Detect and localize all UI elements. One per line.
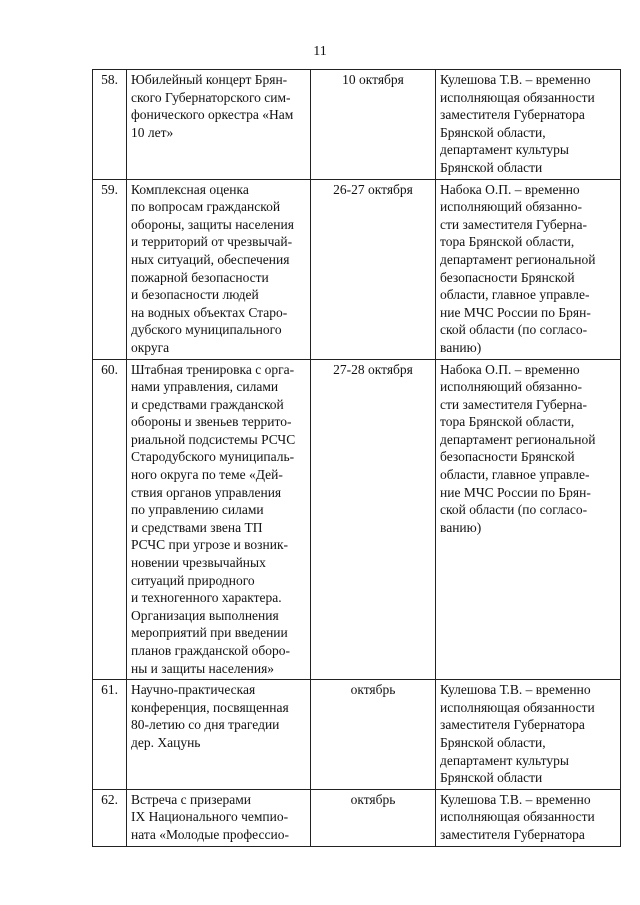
- responsible-line: заместителя Губернатора: [440, 717, 585, 733]
- event-line: 10 лет»: [131, 124, 174, 140]
- row-number: 61.: [93, 680, 127, 790]
- event-line: фонического оркестра «Нам: [131, 107, 294, 123]
- event-line: ных ситуаций, обеспечения: [131, 251, 290, 267]
- responsible-line: Набока О.П. – временно: [440, 361, 580, 377]
- date-cell: 26-27 октября: [311, 179, 436, 359]
- responsible-line: исполняющий обязанно-: [440, 199, 583, 215]
- table-row: [93, 680, 621, 790]
- event-line: Штабная тренировка с орга-: [131, 361, 295, 377]
- responsible-line: департамент культуры: [440, 752, 569, 768]
- row-number: 58.: [93, 70, 127, 180]
- event-line: ситуаций природного: [131, 572, 255, 588]
- event-cell: [127, 359, 311, 680]
- responsible-line: исполняющая обязанности: [440, 89, 595, 105]
- event-line: Комплексная оценка: [131, 181, 249, 197]
- responsible-line: Брянской области,: [440, 124, 546, 140]
- responsible-line: ние МЧС России по Брян-: [440, 304, 591, 320]
- event-line: ского Губернаторского сим-: [131, 89, 291, 105]
- responsible-line: заместителя Губернатора: [440, 826, 585, 842]
- responsible-line: области, главное управле-: [440, 467, 590, 483]
- event-line: планов гражданской оборо-: [131, 643, 290, 658]
- responsible-line: исполняющая обязанности: [440, 809, 595, 825]
- responsible-line: заместителя Губернатора: [440, 107, 585, 123]
- event-line: и территорий от чрезвычай-: [131, 234, 293, 250]
- event-line: дубского муниципального: [131, 322, 282, 338]
- event-line: нами управления, силами: [131, 379, 279, 395]
- event-line: пожарной безопасности: [131, 269, 269, 285]
- event-line: новении чрезвычайных: [131, 555, 266, 571]
- row-number: 62.: [93, 789, 127, 846]
- responsible-line: ние МЧС России по Брян-: [440, 484, 591, 500]
- date-cell: 10 октября: [311, 70, 436, 180]
- event-line: конференция, посвященная: [131, 699, 289, 715]
- event-line: и средствами звена ТП: [131, 519, 263, 535]
- date-cell: октябрь: [311, 789, 436, 846]
- responsible-line: Кулешова Т.В. – временно: [440, 72, 591, 87]
- event-line: по вопросам гражданской: [131, 199, 281, 215]
- event-cell: [127, 179, 311, 359]
- event-line: и техногенного характера.: [131, 590, 282, 606]
- event-cell: [127, 680, 311, 790]
- responsible-line: ской области (по согласо-: [440, 322, 588, 338]
- row-number: 59.: [93, 179, 127, 359]
- responsible-line: Брянской области: [440, 159, 543, 175]
- event-line: и средствами гражданской: [131, 396, 284, 412]
- responsible-line: исполняющий обязанно-: [440, 379, 583, 395]
- responsible-cell: [436, 179, 621, 359]
- responsible-line: безопасности Брянской: [440, 269, 575, 285]
- responsible-line: Набока О.П. – временно: [440, 181, 580, 197]
- responsible-cell: [436, 70, 621, 180]
- responsible-line: тора Брянской области,: [440, 234, 575, 250]
- responsible-line: департамент региональной: [440, 251, 596, 267]
- date-cell: октябрь: [311, 680, 436, 790]
- responsible-line: Брянской области,: [440, 734, 546, 750]
- event-line: округа: [131, 339, 170, 355]
- event-line: Научно-практическая: [131, 682, 256, 698]
- event-line: РСЧС при угрозе и возник-: [131, 537, 289, 553]
- event-line: риальной подсистемы РСЧС: [131, 431, 296, 447]
- event-line: ны и защиты населения»: [131, 660, 275, 676]
- responsible-line: области, главное управле-: [440, 287, 590, 303]
- event-line: на водных объектах Старо-: [131, 304, 288, 320]
- responsible-line: ванию): [440, 339, 482, 355]
- event-line: по управлению силами: [131, 502, 264, 518]
- event-line: и безопасности людей: [131, 287, 259, 303]
- event-line: IX Национального чемпио-: [131, 809, 289, 825]
- event-line: ната «Молодые профессио-: [131, 826, 289, 842]
- responsible-line: ванию): [440, 519, 482, 535]
- responsible-line: безопасности Брянской: [440, 449, 575, 465]
- page-number: 11: [313, 44, 327, 59]
- responsible-line: Кулешова Т.В. – временно: [440, 682, 591, 698]
- responsible-line: департамент региональной: [440, 431, 596, 447]
- table-row: [93, 70, 621, 180]
- responsible-cell: [436, 680, 621, 790]
- responsible-line: департамент культуры: [440, 142, 569, 158]
- responsible-cell: [436, 789, 621, 846]
- event-cell: [127, 789, 311, 846]
- event-line: дер. Хацунь: [131, 734, 201, 750]
- responsible-line: Кулешова Т.В. – временно: [440, 791, 591, 807]
- table-row: [93, 789, 621, 846]
- table-row: [93, 179, 621, 359]
- responsible-line: исполняющая обязанности: [440, 699, 595, 715]
- date-cell: 27-28 октября: [311, 359, 436, 680]
- events-table-body: [93, 70, 621, 847]
- responsible-line: ской области (по согласо-: [440, 502, 588, 518]
- responsible-line: Брянской области: [440, 770, 543, 786]
- responsible-line: тора Брянской области,: [440, 414, 575, 430]
- event-line: Организация выполнения: [131, 607, 279, 623]
- event-cell: [127, 70, 311, 180]
- event-line: Стародубского муниципаль-: [131, 449, 295, 465]
- event-line: 80-летию со дня трагедии: [131, 717, 280, 733]
- event-line: ного округа по теме «Дей-: [131, 467, 283, 483]
- responsible-line: сти заместителя Губерна-: [440, 396, 588, 412]
- event-line: мероприятий при введении: [131, 625, 288, 641]
- row-number: 60.: [93, 359, 127, 680]
- event-line: Юбилейный концерт Брян-: [131, 72, 288, 87]
- event-line: ствия органов управления: [131, 484, 282, 500]
- event-line: обороны и звеньев террито-: [131, 414, 292, 430]
- event-line: Встреча с призерами: [131, 791, 252, 807]
- events-table: [92, 69, 621, 847]
- responsible-line: сти заместителя Губерна-: [440, 216, 588, 232]
- responsible-cell: [436, 359, 621, 680]
- event-line: обороны, защиты населения: [131, 216, 294, 232]
- table-row: [93, 359, 621, 680]
